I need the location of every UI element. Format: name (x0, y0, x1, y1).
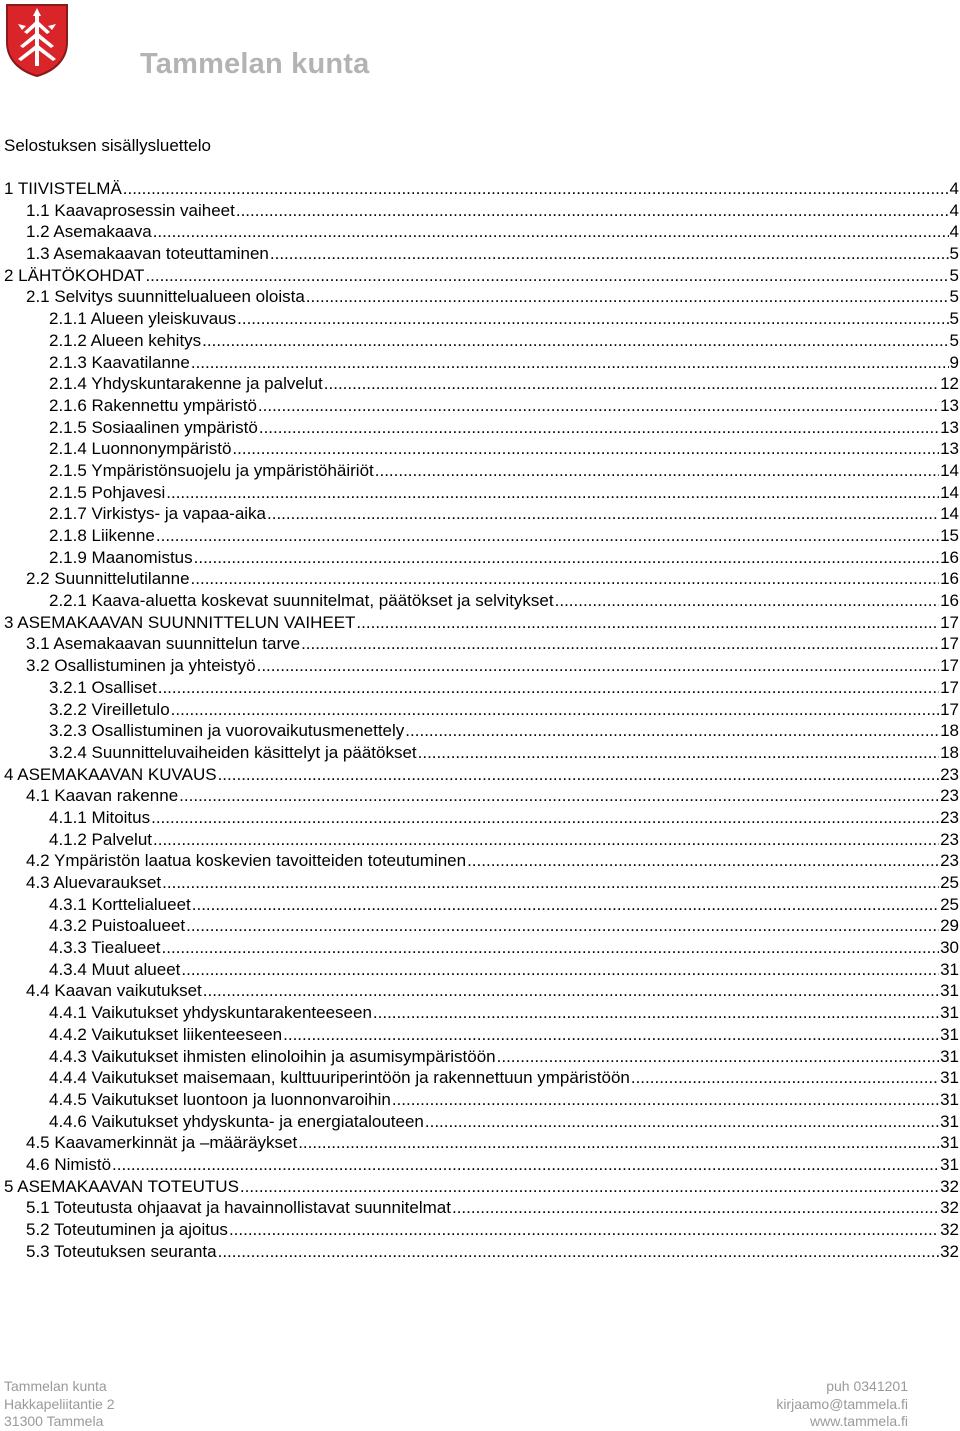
toc-dot-leader (192, 894, 939, 916)
toc-page-number: 31 (940, 1089, 959, 1109)
toc-dot-leader (555, 590, 939, 612)
toc-dot-leader (240, 1176, 939, 1198)
toc-entry[interactable] (4, 395, 959, 417)
toc-entry-title: 2.1.3 Kaavatilanne (49, 352, 190, 372)
toc-page-number: 4 (949, 200, 959, 220)
toc-entry[interactable] (4, 460, 959, 482)
toc-dot-leader (259, 417, 939, 439)
toc-entry-title: 4.3 Aluevaraukset (26, 873, 162, 892)
toc-dot-leader (202, 330, 948, 352)
toc-page-number: 14 (940, 482, 959, 502)
toc-entry[interactable] (4, 503, 959, 525)
toc-entry-title: 2.2 Suunnittelutilanne (26, 569, 190, 589)
toc-page-number: 31 (940, 1068, 959, 1088)
toc-dot-leader (324, 373, 939, 395)
toc-dot-leader (301, 633, 939, 655)
toc-entry-title: 4.4.1 Vaikutukset yhdyskuntarakenteeseen (49, 1003, 372, 1023)
footer-address (4, 1378, 115, 1431)
toc-dot-leader (162, 937, 940, 959)
toc-entry[interactable] (4, 1024, 959, 1046)
toc-dot-leader (153, 829, 939, 851)
toc-page-number: 13 (940, 417, 959, 437)
toc-entry-title: 3.2 Osallistuminen ja yhteistyö (26, 656, 256, 676)
toc-page-number: 23 (940, 829, 959, 849)
toc-page-number: 16 (940, 547, 959, 567)
toc-dot-leader (158, 677, 939, 699)
toc-page-number: 25 (940, 873, 959, 892)
toc-dot-leader (405, 720, 939, 742)
toc-page-number: 31 (940, 959, 959, 979)
footer-contact (776, 1378, 908, 1431)
toc-page-number: 16 (940, 591, 959, 611)
toc-entry-title: 1.3 Asemakaavan toteuttaminen (26, 244, 269, 264)
toc-entry-title: 5 ASEMAKAAVAN TOTEUTUS (4, 1176, 239, 1196)
toc-entry[interactable] (4, 200, 959, 222)
toc-dot-leader (232, 438, 939, 460)
table-of-contents (4, 178, 959, 1262)
toc-entry-title: 4.3.4 Muut alueet (49, 959, 181, 979)
toc-dot-leader (373, 1002, 939, 1024)
toc-entry-title: 1 TIIVISTELMÄ (4, 179, 122, 198)
toc-entry[interactable] (4, 1176, 959, 1198)
toc-dot-leader (194, 547, 939, 569)
toc-page-number: 5 (949, 330, 959, 350)
toc-entry-title: 4.4.3 Vaikutukset ihmisten elinoloihin ja asumisympäristöön (49, 1046, 496, 1066)
toc-entry-title: 4.1.1 Mitoitus (49, 807, 151, 827)
toc-entry-title: 4.5 Kaavamerkinnät ja –määräykset (26, 1133, 298, 1153)
toc-entry[interactable] (4, 807, 959, 829)
toc-entry-title: 4.4.2 Vaikutukset liikenteeseen (49, 1024, 283, 1044)
toc-entry[interactable] (4, 265, 959, 287)
toc-entry[interactable] (4, 308, 959, 330)
toc-entry[interactable] (4, 850, 959, 872)
toc-entry-title: 2 LÄHTÖKOHDAT (4, 265, 145, 285)
toc-entry-title: 3.2.2 Vireilletulo (49, 699, 170, 719)
toc-entry[interactable] (4, 373, 959, 395)
toc-dot-leader (112, 1154, 939, 1176)
toc-entry[interactable] (4, 482, 959, 504)
toc-dot-leader (298, 1132, 939, 1154)
toc-entry[interactable] (4, 178, 959, 200)
toc-entry[interactable] (4, 937, 959, 959)
toc-page-number: 32 (940, 1220, 959, 1239)
toc-dot-leader (375, 460, 939, 482)
toc-page-number: 23 (940, 764, 959, 784)
toc-entry-title: 2.1.2 Alueen kehitys (49, 330, 202, 350)
toc-entry[interactable] (4, 1111, 959, 1133)
toc-page-number: 18 (940, 742, 959, 762)
organization-title: Tammelan kunta (140, 48, 370, 80)
toc-dot-leader (418, 742, 939, 764)
toc-dot-leader (191, 568, 940, 590)
toc-dot-leader (186, 915, 939, 937)
toc-dot-leader (237, 308, 948, 330)
toc-entry[interactable] (4, 764, 959, 786)
toc-entry[interactable] (4, 1197, 959, 1219)
toc-entry[interactable] (4, 633, 959, 655)
toc-page-number: 17 (940, 634, 959, 654)
toc-page-number: 31 (940, 1024, 959, 1044)
toc-entry-title: 2.1.5 Pohjavesi (49, 482, 166, 502)
toc-dot-leader (452, 1197, 939, 1219)
toc-entry-title: 4.2 Ympäristön laatua koskevien tavoitteiden toteutuminen (26, 851, 467, 871)
toc-page-number: 18 (940, 721, 959, 741)
footer-website[interactable]: www.tammela.fi (809, 1413, 908, 1429)
toc-entry[interactable] (4, 980, 959, 1002)
toc-page-number: 31 (940, 1133, 959, 1153)
toc-dot-leader (631, 1067, 939, 1089)
toc-entry[interactable] (4, 243, 959, 265)
toc-entry[interactable] (4, 959, 959, 981)
toc-entry[interactable] (4, 417, 959, 439)
toc-page-number: 29 (940, 916, 959, 936)
toc-entry[interactable] (4, 785, 959, 807)
toc-dot-leader (156, 525, 939, 547)
toc-dot-leader (258, 395, 939, 417)
toc-dot-leader (392, 1089, 939, 1111)
toc-entry[interactable] (4, 352, 959, 374)
toc-entry[interactable] (4, 1046, 959, 1068)
toc-dot-leader (356, 612, 939, 634)
toc-entry[interactable] (4, 1241, 959, 1263)
toc-page-number: 17 (940, 677, 959, 697)
toc-dot-leader (425, 1111, 939, 1133)
toc-entry[interactable] (4, 286, 959, 308)
toc-entry[interactable] (4, 525, 959, 547)
toc-page-number: 17 (940, 699, 959, 719)
toc-dot-leader (267, 503, 939, 525)
toc-entry[interactable] (4, 1132, 959, 1154)
toc-dot-leader (236, 200, 949, 222)
toc-dot-leader (145, 265, 948, 287)
toc-entry[interactable] (4, 612, 959, 634)
toc-entry[interactable] (4, 221, 959, 243)
municipal-crest-logo (4, 2, 70, 78)
toc-page-number: 32 (940, 1176, 959, 1196)
toc-entry[interactable] (4, 829, 959, 851)
toc-page-number: 5 (949, 309, 959, 329)
toc-entry[interactable] (4, 742, 959, 764)
toc-page-number: 30 (940, 938, 959, 958)
toc-entry-title: 2.1.8 Liikenne (49, 526, 155, 545)
toc-page-number: 17 (940, 656, 959, 676)
toc-page-number: 31 (940, 981, 959, 1001)
toc-page-number: 5 (949, 265, 959, 285)
toc-entry-title: 3.2.4 Suunnitteluvaiheiden käsittelyt ja päätökset (49, 742, 417, 762)
toc-entry[interactable] (4, 655, 959, 677)
toc-entry[interactable] (4, 1154, 959, 1176)
toc-entry[interactable] (4, 915, 959, 937)
toc-entry-title: 3.2.1 Osalliset (49, 677, 157, 697)
toc-entry[interactable] (4, 677, 959, 699)
toc-page-number: 4 (949, 179, 959, 198)
toc-entry[interactable] (4, 590, 959, 612)
toc-entry-title: 2.1.4 Yhdyskuntarakenne ja palvelut (49, 374, 323, 394)
toc-entry-title: 2.2.1 Kaava-aluetta koskevat suunnitelmat, päätökset ja selvitykset (49, 591, 554, 611)
toc-entry-title: 3 ASEMAKAAVAN SUUNNITTELUN VAIHEET (4, 612, 356, 632)
toc-dot-leader (283, 1024, 939, 1046)
toc-entry-title: 2.1.5 Ympäristönsuojelu ja ympäristöhäiriöt (49, 460, 374, 480)
toc-dot-leader (153, 221, 949, 243)
toc-entry-title: 2.1 Selvitys suunnittelualueen oloista (26, 287, 305, 307)
toc-page-number: 5 (949, 244, 959, 264)
toc-page-number: 25 (940, 894, 959, 914)
toc-entry-title: 4.6 Nimistö (26, 1154, 112, 1174)
toc-entry-title: 4.1.2 Palvelut (49, 829, 153, 849)
toc-entry-title: 1.1 Kaavaprosessin vaiheet (26, 200, 235, 220)
toc-page-number: 23 (940, 851, 959, 871)
toc-page-number: 12 (940, 374, 959, 394)
toc-entry-title: 2.1.1 Alueen yleiskuvaus (49, 309, 237, 329)
toc-page-number: 14 (940, 504, 959, 524)
toc-dot-leader (467, 850, 939, 872)
toc-page-number: 32 (940, 1241, 959, 1261)
toc-dot-leader (218, 1241, 939, 1263)
toc-page-number: 9 (949, 352, 959, 372)
toc-entry-title: 2.1.7 Virkistys- ja vapaa-aika (49, 504, 267, 524)
toc-entry-title: 2.1.9 Maanomistus (49, 547, 193, 567)
toc-entry[interactable] (4, 438, 959, 460)
toc-entry[interactable] (4, 547, 959, 569)
toc-entry[interactable] (4, 894, 959, 916)
toc-entry-title: 5.1 Toteutusta ohjaavat ja havainnollistavat suunnitelmat (26, 1198, 451, 1218)
toc-dot-leader (306, 286, 949, 308)
toc-dot-leader (171, 699, 939, 721)
toc-page-number: 31 (940, 1154, 959, 1174)
toc-page-number: 4 (949, 222, 959, 242)
toc-entry-title: 4.4.4 Vaikutukset maisemaan, kulttuuriperintöön ja rakennettuun ympäristöön (49, 1068, 630, 1088)
toc-entry-title: 4 ASEMAKAAVAN KUVAUS (4, 764, 217, 784)
toc-page-number: 15 (940, 526, 959, 545)
toc-entry-title: 3.2.3 Osallistuminen ja vuorovaikutusmenettely (49, 721, 405, 741)
toc-dot-leader (151, 807, 939, 829)
toc-page-number: 14 (940, 460, 959, 480)
toc-page-number: 23 (940, 786, 959, 806)
toc-entry[interactable] (4, 1067, 959, 1089)
toc-dot-leader (257, 655, 939, 677)
toc-entry-title: 4.3.3 Tiealueet (49, 938, 161, 958)
toc-dot-leader (497, 1046, 939, 1068)
toc-entry-title: 4.3.2 Puistoalueet (49, 916, 186, 936)
toc-entry-title: 5.2 Toteutuminen ja ajoitus (26, 1220, 228, 1239)
toc-dot-leader (270, 243, 949, 265)
toc-dot-leader (203, 980, 939, 1002)
toc-page-number: 13 (940, 439, 959, 459)
toc-page-number: 32 (940, 1198, 959, 1218)
toc-page-number: 23 (940, 807, 959, 827)
toc-entry-title: 2.1.5 Sosiaalinen ympäristö (49, 417, 258, 437)
toc-entry-title: 4.4.5 Vaikutukset luontoon ja luonnonvaroihin (49, 1089, 391, 1109)
footer-org-name: Tammelan kunta (4, 1378, 107, 1394)
footer-phone: puh 0341201 (826, 1378, 908, 1394)
toc-dot-leader (123, 178, 949, 200)
toc-page-number: 31 (940, 1111, 959, 1131)
toc-entry-title: 1.2 Asemakaava (26, 222, 152, 242)
toc-entry-title: 4.1 Kaavan rakenne (26, 786, 179, 806)
toc-entry[interactable] (4, 1002, 959, 1024)
footer-street: Hakkapeliitantie 2 (4, 1395, 115, 1412)
toc-entry-title: 2.1.4 Luonnonympäristö (49, 439, 232, 459)
toc-entry[interactable] (4, 720, 959, 742)
footer-postal: 31300 Tammela (4, 1413, 104, 1429)
toc-entry[interactable] (4, 699, 959, 721)
toc-dot-leader (229, 1219, 939, 1241)
toc-entry-title: 3.1 Asemakaavan suunnittelun tarve (26, 634, 301, 654)
toc-dot-leader (218, 764, 940, 786)
toc-dot-leader (166, 482, 939, 504)
toc-dot-leader (191, 352, 949, 374)
toc-page-number: 31 (940, 1046, 959, 1066)
toc-entry[interactable] (4, 1089, 959, 1111)
toc-dot-leader (179, 785, 939, 807)
toc-entry[interactable] (4, 872, 959, 894)
toc-entry[interactable] (4, 568, 959, 590)
toc-entry-title: 2.1.6 Rakennettu ympäristö (49, 395, 257, 415)
toc-page-number: 17 (940, 612, 959, 632)
toc-entry[interactable] (4, 330, 959, 352)
toc-title: Selostuksen sisällysluettelo (4, 136, 211, 155)
toc-entry-title: 4.4 Kaavan vaikutukset (26, 981, 202, 1001)
toc-page-number: 5 (949, 287, 959, 307)
toc-entry-title: 4.3.1 Korttelialueet (49, 894, 191, 914)
toc-entry[interactable] (4, 1219, 959, 1241)
toc-page-number: 13 (940, 395, 959, 415)
toc-dot-leader (181, 959, 939, 981)
toc-entry-title: 4.4.6 Vaikutukset yhdyskunta- ja energiatalouteen (49, 1111, 424, 1131)
footer-email[interactable]: kirjaamo@tammela.fi (776, 1395, 908, 1412)
toc-page-number: 16 (940, 569, 959, 589)
toc-entry-title: 5.3 Toteutuksen seuranta (26, 1241, 217, 1261)
toc-dot-leader (162, 872, 939, 894)
toc-page-number: 31 (940, 1003, 959, 1023)
